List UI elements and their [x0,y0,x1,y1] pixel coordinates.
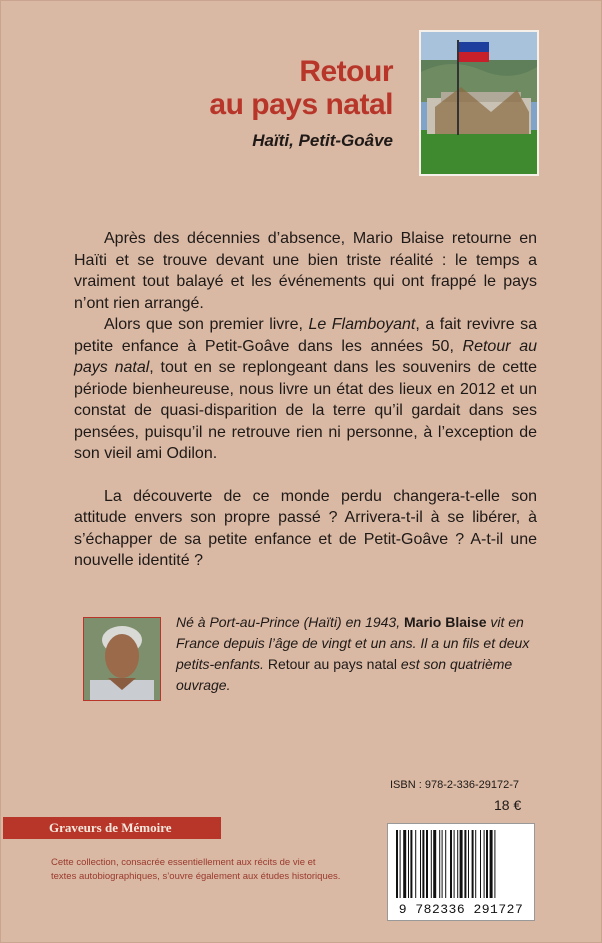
barcode [387,823,535,921]
barcode-bar [439,830,440,898]
author-photo [83,617,161,701]
barcode-bar [400,830,401,898]
barcode-bar [450,830,452,898]
barcode-bar [468,830,469,898]
barcode-bar [408,830,409,898]
palace-flag-image [421,32,537,174]
barcode-bar [433,830,436,898]
author-name: Mario Blaise [404,614,487,630]
bio-book-title: Retour au pays natal [267,656,398,672]
back-cover-blurb [74,228,537,572]
barcode-bar [426,830,428,898]
price: 18 € [494,797,522,813]
blurb-paragraph-2 [74,314,537,465]
barcode-bar [445,830,446,898]
barcode-bar [442,830,443,898]
author-bio [176,612,541,696]
barcode-bar [472,830,474,898]
barcode-bar [457,830,458,898]
barcode-digits: 9 782336 291727 [398,902,524,917]
book-subtitle: Haïti, Petit-Goâve [252,131,393,150]
barcode-bar [454,830,455,898]
bio-text: est son quatrième ouvrage. [176,656,513,693]
barcode-bar [410,830,412,898]
barcode-bar [494,830,495,898]
barcode-bar [396,830,398,898]
bio-text: Né à Port-au-Prince (Haïti) en 1943, [176,614,404,630]
isbn: ISBN : 978-2-336-29172-7 [390,779,520,791]
barcode-bar [464,830,466,898]
collection-banner: Graveurs de Mémoire [3,817,221,839]
barcode-bar [422,830,424,898]
cover-photo-palace-flag [419,30,539,176]
barcode-bar [486,830,488,898]
book-title-line-1: Retour [299,55,393,88]
barcode-bars [396,830,528,898]
barcode-bar [484,830,485,898]
barcode-bar [415,830,416,898]
blurb-text: Alors que son premier livre, [104,316,309,333]
title-block [73,55,393,151]
blurb-paragraph-1: Après des décennies d’absence, Mario Blaise retourne en Haïti et se trouve devant une bien triste réalité : le temps a vraiment tout balayé et les événements qui ont frappé le pays n’ont rien arrangé. [74,230,537,312]
barcode-bar [403,830,406,898]
blurb-text: , tout en se replongeant dans les souvenirs de cette période bienheureuse, nous livre un état des lieux en 2012 et un constat de quasi-disparition de la terre qu’il gardait dans ses pensées, puisqu’il ne retrouve rien ni personne, à l’exception de son vieil ami Odilon. [74,359,537,462]
author-portrait-image [84,618,160,700]
book-reference-retour: Retour au pays natal [74,337,537,376]
barcode-bar [460,830,463,898]
barcode-bar [480,830,481,898]
blurb-paragraph-3: La découverte de ce monde perdu changera-t-elle son attitude envers son propre passé ? Arrivera-t-il à se libérer, à s’échapper de sa petite enfance et de Petit-Goâve ? A-t-il une nouvelle identité ? [74,487,537,569]
book-title-line-2: au pays natal [209,88,393,121]
blurb-text: , a fait revivre sa petite enfance à Petit-Goâve dans les années 50, [74,316,538,355]
bio-text: vit en France depuis l’âge de vingt et un ans. Il a un fils et deux petits-enfants. [176,614,530,672]
barcode-bar [431,830,432,898]
book-reference-le-flamboyant: Le Flamboyant [308,316,416,333]
collection-description: Cette collection, consacrée essentiellement aux récits de vie et textes autobiographiques, s’ouvre également aux études historiques. [51,857,341,882]
barcode-bar [475,830,476,898]
barcode-bar [420,830,421,898]
barcode-bar [490,830,493,898]
